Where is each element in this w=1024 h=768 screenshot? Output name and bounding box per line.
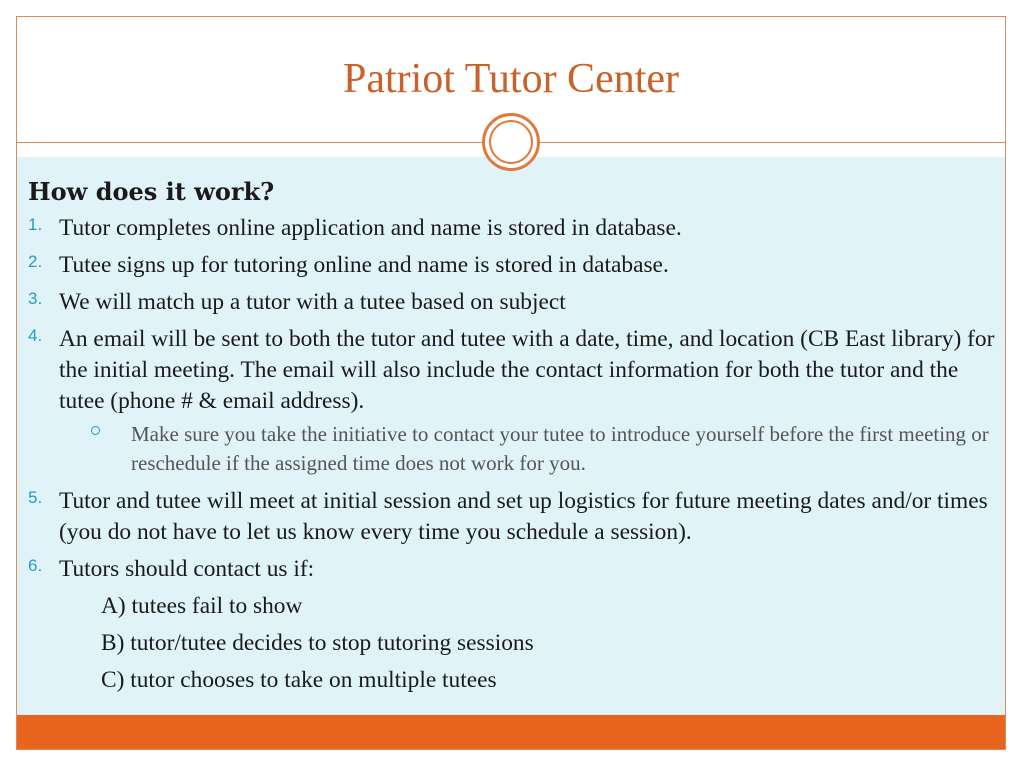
footer-accent-bar [17, 715, 1005, 749]
step-number: 2. [28, 252, 43, 271]
step-text: Tutor completes online application and name is stored in database. [59, 215, 682, 241]
section-heading: How does it work? [28, 177, 275, 206]
sub-note-text: Make sure you take the initiative to contact your tutee to introduce yourself before the first meeting or reschedule if the assigned time does not work for you. [131, 422, 989, 475]
step-text: Tutee signs up for tutoring online and name is stored in database. [59, 252, 669, 278]
option-item [59, 591, 995, 622]
step-item [17, 324, 1005, 478]
ring-ornament-icon [482, 113, 540, 171]
step-text: We will match up a tutor with a tutee based on subject [59, 289, 566, 315]
step-item [17, 250, 1005, 281]
content-area [17, 157, 1005, 715]
step-number: 1. [28, 215, 43, 234]
step-number: 4. [28, 326, 43, 345]
step-number: 6. [28, 556, 43, 575]
option-text: C) tutor chooses to take on multiple tutees [101, 667, 497, 693]
step-text: Tutors should contact us if: [59, 556, 315, 582]
step-text: An email will be sent to both the tutor and tutee with a date, time, and location (CB East library) for the initial meeting. The email will also include the contact information for both the tutor and the tutee (phone # & email address). [59, 326, 995, 414]
sub-note [59, 420, 995, 478]
option-text: B) tutor/tutee decides to stop tutoring sessions [101, 630, 534, 656]
option-item [59, 665, 995, 696]
step-number: 3. [28, 289, 43, 308]
step-item [17, 554, 1005, 696]
circle-bullet-icon [91, 426, 100, 435]
slide-frame [16, 16, 1006, 750]
step-item [17, 287, 1005, 318]
step-item [17, 486, 1005, 548]
slide-title: Patriot Tutor Center [342, 56, 680, 102]
step-number: 5. [28, 488, 43, 507]
option-text: A) tutees fail to show [101, 593, 303, 619]
step-text: Tutor and tutee will meet at initial session and set up logistics for future meeting dates and/or times (you do not have to let us know every time you schedule a session). [59, 488, 988, 545]
steps-list [17, 213, 1005, 696]
option-item [59, 628, 995, 659]
step-item [17, 213, 1005, 244]
